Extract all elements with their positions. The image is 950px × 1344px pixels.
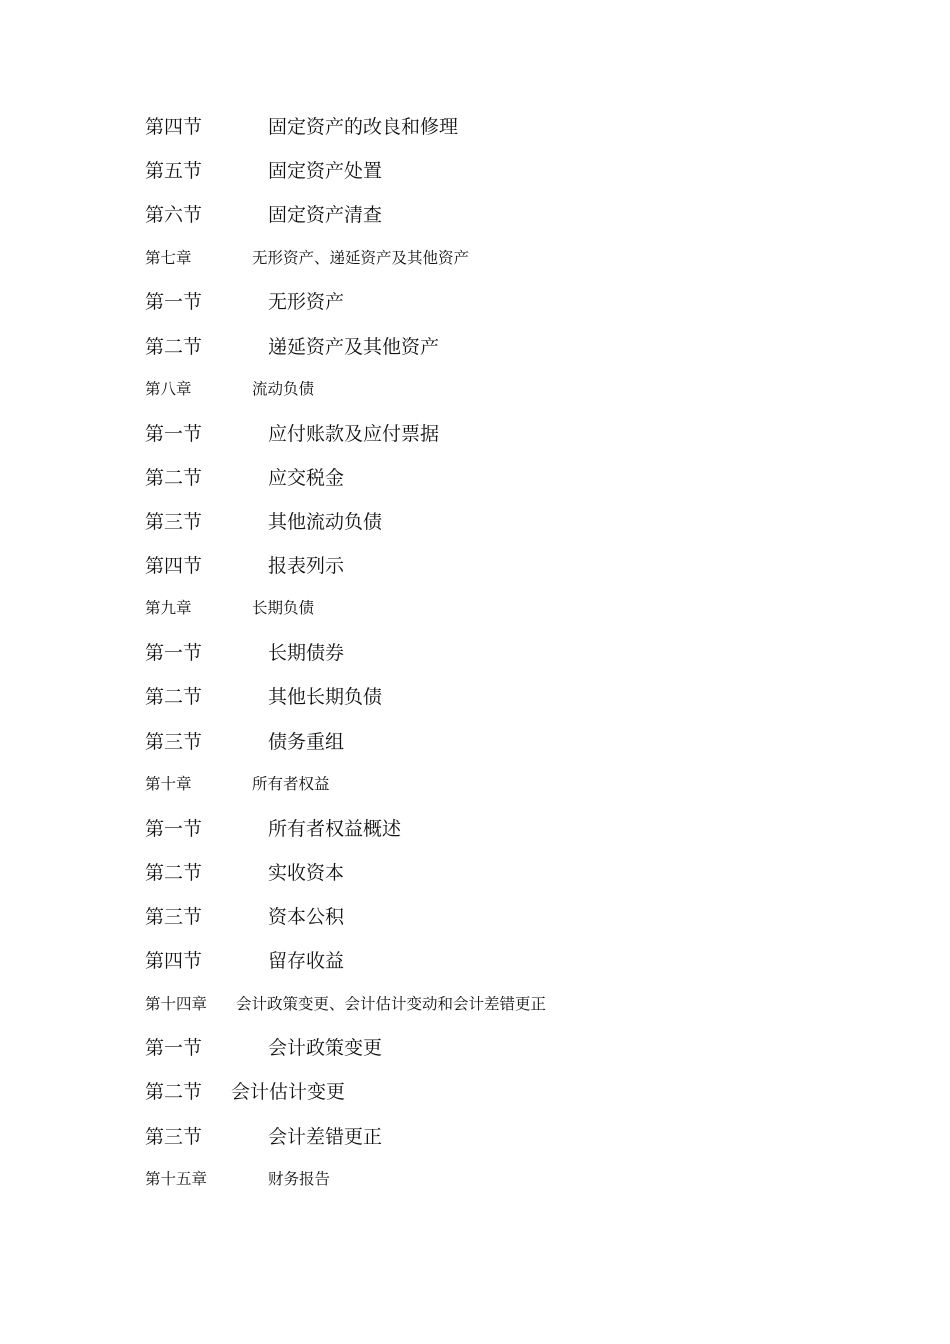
section-title: 其他长期负债 — [268, 686, 383, 708]
chapter-number: 第十四章 — [145, 995, 208, 1013]
section-title: 实收资本 — [268, 862, 345, 884]
section-number: 第二节 — [145, 686, 203, 708]
chapter-number: 第九章 — [145, 599, 192, 617]
section-number: 第二节 — [145, 1081, 203, 1103]
section-title: 无形资产 — [268, 291, 345, 313]
section-number: 第三节 — [145, 906, 203, 928]
section-title: 债务重组 — [268, 731, 345, 753]
section-number: 第一节 — [145, 291, 203, 313]
section-title: 递延资产及其他资产 — [268, 336, 440, 358]
section-title: 长期债券 — [268, 642, 345, 664]
section-number: 第一节 — [145, 423, 203, 445]
chapter-title: 无形资产、递延资产及其他资产 — [252, 249, 470, 267]
chapter-number: 第十章 — [145, 775, 192, 793]
section-number: 第五节 — [145, 160, 203, 182]
chapter-title: 会计政策变更、会计估计变动和会计差错更正 — [236, 995, 547, 1013]
section-title: 所有者权益概述 — [268, 818, 402, 840]
section-title: 会计差错更正 — [268, 1126, 383, 1148]
chapter-title: 财务报告 — [268, 1170, 331, 1188]
section-number: 第三节 — [145, 511, 203, 533]
section-number: 第二节 — [145, 862, 203, 884]
section-number: 第二节 — [145, 467, 203, 489]
section-number: 第一节 — [145, 818, 203, 840]
section-number: 第四节 — [145, 116, 203, 138]
section-number: 第三节 — [145, 1126, 203, 1148]
section-title: 固定资产清查 — [268, 204, 383, 226]
section-title: 固定资产处置 — [268, 160, 383, 182]
section-title: 留存收益 — [268, 950, 345, 972]
section-number: 第四节 — [145, 555, 203, 577]
section-title: 固定资产的改良和修理 — [268, 116, 459, 138]
chapter-title: 长期负债 — [252, 599, 315, 617]
section-title: 资本公积 — [268, 906, 345, 928]
section-number: 第一节 — [145, 1037, 203, 1059]
section-title: 会计估计变更 — [231, 1081, 346, 1103]
section-number: 第六节 — [145, 204, 203, 226]
section-number: 第三节 — [145, 731, 203, 753]
section-number: 第一节 — [145, 642, 203, 664]
section-title: 应付账款及应付票据 — [268, 423, 440, 445]
section-number: 第四节 — [145, 950, 203, 972]
section-title: 其他流动负债 — [268, 511, 383, 533]
section-title: 报表列示 — [268, 555, 345, 577]
chapter-number: 第七章 — [145, 249, 192, 267]
section-number: 第二节 — [145, 336, 203, 358]
section-title: 应交税金 — [268, 467, 345, 489]
chapter-title: 所有者权益 — [252, 775, 330, 793]
chapter-title: 流动负债 — [252, 380, 315, 398]
chapter-number: 第十五章 — [145, 1170, 208, 1188]
section-title: 会计政策变更 — [268, 1037, 383, 1059]
chapter-number: 第八章 — [145, 380, 192, 398]
